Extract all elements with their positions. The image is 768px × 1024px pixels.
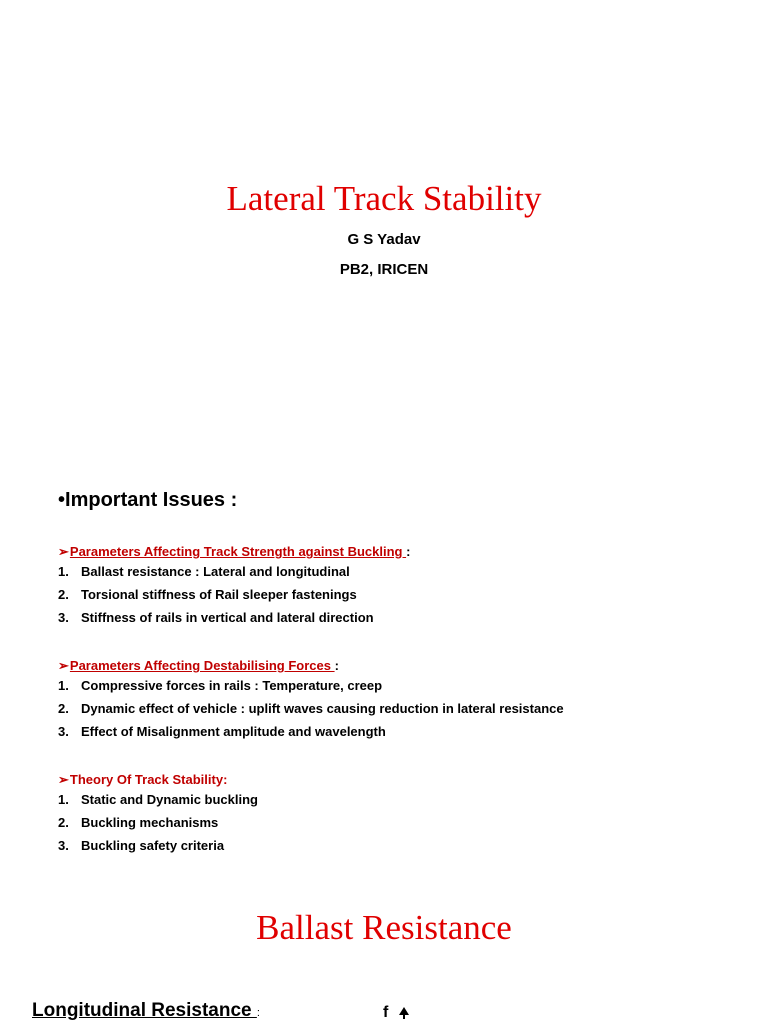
section-destabilising-forces: [58, 658, 564, 743]
list-text: Dynamic effect of vehicle : uplift waves causing reduction in lateral resistance: [81, 701, 564, 716]
list-number: 1.: [58, 792, 69, 807]
section-heading: [58, 772, 258, 788]
list-item: [58, 674, 564, 697]
list-item: [58, 788, 258, 811]
arrow-bullet-icon: ➢: [58, 544, 69, 559]
arrow-up-icon: [397, 1005, 411, 1019]
list-item: [58, 583, 410, 606]
list-number: 3.: [58, 724, 69, 739]
list-number: 1.: [58, 564, 69, 579]
section-list: [58, 560, 410, 629]
page-title: Lateral Track Stability: [226, 179, 542, 218]
section-list: [58, 788, 258, 857]
list-text: Torsional stiffness of Rail sleeper fastenings: [81, 587, 357, 602]
list-item: [58, 811, 258, 834]
section-heading-text: Theory Of Track Stability:: [69, 772, 228, 787]
section-heading: [58, 658, 564, 674]
list-text: Compressive forces in rails : Temperature, creep: [81, 678, 383, 693]
force-figure: [383, 1004, 411, 1022]
list-text: Stiffness of rails in vertical and lateral direction: [81, 610, 374, 625]
list-text: Effect of Misalignment amplitude and wavelength: [81, 724, 386, 739]
list-number: 1.: [58, 678, 69, 693]
affiliation: PB2, IRICEN: [339, 261, 429, 278]
ballast-resistance-title: Ballast Resistance: [256, 908, 512, 947]
section-heading-text: Parameters Affecting Destabilising Forces: [69, 658, 335, 673]
list-text: Ballast resistance : Lateral and longitudinal: [81, 564, 350, 579]
list-number: 2.: [58, 815, 69, 830]
list-number: 2.: [58, 701, 69, 716]
list-number: 3.: [58, 610, 69, 625]
bullet-icon: •: [58, 489, 66, 511]
list-text: Buckling safety criteria: [81, 838, 225, 853]
section-heading-colon: :: [334, 658, 339, 673]
longitudinal-resistance-text: Longitudinal Resistance: [32, 1000, 257, 1021]
section-track-strength: [58, 544, 410, 629]
list-item: [58, 834, 258, 857]
arrow-bullet-icon: ➢: [58, 772, 69, 787]
list-item: [58, 720, 564, 743]
section-theory: [58, 772, 258, 857]
section-list: [58, 674, 564, 743]
issues-heading-text: Important Issues :: [65, 489, 238, 511]
longitudinal-resistance-colon: :: [256, 1007, 260, 1019]
list-number: 3.: [58, 838, 69, 853]
list-text: Static and Dynamic buckling: [81, 792, 258, 807]
arrow-bullet-icon: ➢: [58, 658, 69, 673]
list-item: [58, 697, 564, 720]
section-heading-text: Parameters Affecting Track Strength against Buckling: [69, 544, 407, 559]
longitudinal-resistance-heading: [32, 1000, 260, 1022]
force-label: f: [383, 1004, 389, 1021]
author-name: G S Yadav: [347, 231, 421, 248]
list-item: [58, 560, 410, 583]
list-item: [58, 606, 410, 629]
section-heading: [58, 544, 410, 560]
issues-heading: [58, 489, 237, 512]
section-heading-colon: :: [406, 544, 411, 559]
list-text: Buckling mechanisms: [81, 815, 219, 830]
list-number: 2.: [58, 587, 69, 602]
